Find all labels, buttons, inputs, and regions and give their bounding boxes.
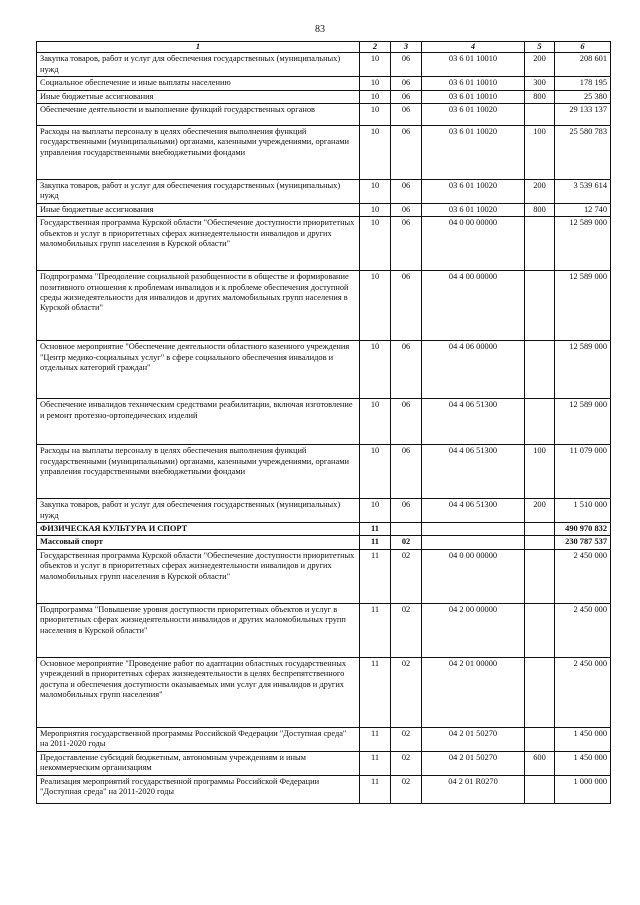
cell-section: 10 (360, 217, 391, 271)
table-body (37, 53, 611, 803)
cell-subsection: 06 (391, 104, 422, 126)
table-row (37, 90, 611, 103)
cell-section: 10 (360, 104, 391, 126)
cell-target-article: 04 2 01 50270 (422, 727, 525, 751)
cell-section: 10 (360, 203, 391, 216)
table-row (37, 445, 611, 499)
cell-expense-type: 200 (525, 180, 555, 204)
table-row (37, 217, 611, 271)
cell-name: Расходы на выплаты персоналу в целях обеспечения выполнения функций государственными (муниципальными) органами, казенными учреждениями, органами управления государственными внебюджетными фондами (37, 126, 360, 180)
table-row (37, 341, 611, 399)
cell-amount: 178 195 (555, 77, 611, 90)
cell-amount: 12 589 000 (555, 399, 611, 445)
cell-name: Обеспечение деятельности и выполнение функций государственных органов (37, 104, 360, 126)
cell-amount: 25 580 783 (555, 126, 611, 180)
cell-subsection: 02 (391, 775, 422, 803)
cell-expense-type: 100 (525, 445, 555, 499)
cell-subsection: 06 (391, 499, 422, 523)
cell-name: Подпрограмма "Повышение уровня доступности приоритетных объектов и услуг в приоритетных сферах жизнедеятельности инвалидов и других маломобильных групп населения в Курской области" (37, 603, 360, 657)
cell-subsection: 06 (391, 341, 422, 399)
cell-expense-type (525, 217, 555, 271)
cell-section: 11 (360, 727, 391, 751)
cell-target-article: 03 6 01 10020 (422, 126, 525, 180)
budget-table (36, 41, 611, 804)
cell-subsection: 02 (391, 657, 422, 727)
cell-name: Подпрограмма "Преодоление социальной разобщенности в обществе и формирование позитивного отношения к проблемам инвалидов и к проблеме обеспечения доступной среды жизнедеятельности для инвалидов и других маломобильных групп населения в Курской области" (37, 271, 360, 341)
table-row (37, 775, 611, 803)
cell-name: Предоставление субсидий бюджетным, автономным учреждениям и иным некоммерческим организациям (37, 751, 360, 775)
cell-section: 10 (360, 77, 391, 90)
cell-amount: 208 601 (555, 53, 611, 77)
cell-expense-type: 600 (525, 751, 555, 775)
cell-amount: 2 450 000 (555, 657, 611, 727)
cell-target-article: 04 2 01 R0270 (422, 775, 525, 803)
cell-target-article: 03 6 01 10010 (422, 53, 525, 77)
cell-expense-type (525, 775, 555, 803)
table-row (37, 53, 611, 77)
table-row (37, 126, 611, 180)
cell-expense-type (525, 523, 555, 536)
cell-expense-type (525, 536, 555, 549)
cell-section: 10 (360, 399, 391, 445)
cell-name: Закупка товаров, работ и услуг для обеспечения государственных (муниципальных) нужд (37, 180, 360, 204)
cell-name: Государственная программа Курской области "Обеспечение доступности приоритетных объектов и услуг в приоритетных сферах жизнедеятельности инвалидов и других маломобильных групп населения в Курской области" (37, 549, 360, 603)
cell-subsection: 06 (391, 77, 422, 90)
cell-amount: 1 510 000 (555, 499, 611, 523)
cell-section: 10 (360, 180, 391, 204)
cell-subsection: 06 (391, 203, 422, 216)
cell-target-article: 04 4 06 51300 (422, 499, 525, 523)
table-row (37, 104, 611, 126)
cell-expense-type: 200 (525, 499, 555, 523)
cell-target-article: 03 6 01 10020 (422, 104, 525, 126)
cell-expense-type (525, 603, 555, 657)
cell-section: 10 (360, 445, 391, 499)
column-header-subsection: 3 (391, 42, 422, 53)
cell-subsection: 06 (391, 271, 422, 341)
cell-name: Мероприятия государственной программы Российской Федерации "Доступная среда" на 2011-2020 годы (37, 727, 360, 751)
cell-subsection (391, 523, 422, 536)
cell-subsection: 06 (391, 399, 422, 445)
cell-section: 10 (360, 90, 391, 103)
cell-section: 11 (360, 523, 391, 536)
cell-amount: 12 589 000 (555, 217, 611, 271)
cell-amount: 25 380 (555, 90, 611, 103)
cell-expense-type: 300 (525, 77, 555, 90)
column-header-amount: 6 (555, 42, 611, 53)
cell-amount: 29 133 137 (555, 104, 611, 126)
cell-subsection: 06 (391, 180, 422, 204)
page-number: 83 (315, 24, 325, 35)
cell-subsection: 06 (391, 217, 422, 271)
table-row (37, 657, 611, 727)
cell-target-article: 04 2 00 00000 (422, 603, 525, 657)
cell-expense-type (525, 341, 555, 399)
cell-target-article: 03 6 01 10010 (422, 90, 525, 103)
cell-name: Расходы на выплаты персоналу в целях обеспечения выполнения функций государственными (муниципальными) органами, казенными учреждениями, органами управления государственными внебюджетными фондами (37, 445, 360, 499)
cell-expense-type: 100 (525, 126, 555, 180)
cell-section: 10 (360, 126, 391, 180)
cell-section: 11 (360, 775, 391, 803)
column-header-name: 1 (37, 42, 360, 53)
cell-subsection: 02 (391, 751, 422, 775)
cell-amount: 12 589 000 (555, 341, 611, 399)
cell-target-article: 03 6 01 10010 (422, 77, 525, 90)
header-row (37, 42, 611, 53)
cell-expense-type: 800 (525, 203, 555, 216)
cell-subsection: 06 (391, 90, 422, 103)
cell-expense-type: 800 (525, 90, 555, 103)
table-row (37, 536, 611, 549)
cell-section: 11 (360, 549, 391, 603)
cell-name: Государственная программа Курской области "Обеспечение доступности приоритетных объектов и услуг в приоритетных сферах жизнедеятельности инвалидов и других маломобильных групп населения в Курской области" (37, 217, 360, 271)
table-row (37, 523, 611, 536)
cell-amount: 230 787 537 (555, 536, 611, 549)
cell-target-article: 04 4 06 51300 (422, 399, 525, 445)
cell-target-article: 03 6 01 10020 (422, 180, 525, 204)
cell-section: 11 (360, 536, 391, 549)
cell-expense-type (525, 399, 555, 445)
cell-target-article: 04 0 00 00000 (422, 217, 525, 271)
cell-target-article (422, 523, 525, 536)
cell-section: 10 (360, 499, 391, 523)
table-row (37, 180, 611, 204)
cell-expense-type: 200 (525, 53, 555, 77)
table-row (37, 399, 611, 445)
cell-name: ФИЗИЧЕСКАЯ КУЛЬТУРА И СПОРТ (37, 523, 360, 536)
cell-expense-type (525, 271, 555, 341)
cell-section: 10 (360, 53, 391, 77)
cell-name: Иные бюджетные ассигнования (37, 90, 360, 103)
cell-target-article: 04 4 00 00000 (422, 271, 525, 341)
cell-name: Реализация мероприятий государственной программы Российской Федерации "Доступная среда" на 2011-2020 годы (37, 775, 360, 803)
cell-amount: 3 539 614 (555, 180, 611, 204)
cell-name: Основное мероприятие "Проведение работ по адаптации областных государственных учреждений в приоритетных сферах жизнедеятельности в целях беспрепятственного доступа и обеспечения доступности оказываемых ими услуг для инвалидов и других маломобильных групп населения" (37, 657, 360, 727)
cell-expense-type (525, 657, 555, 727)
cell-subsection: 02 (391, 727, 422, 751)
cell-amount: 2 450 000 (555, 603, 611, 657)
cell-section: 11 (360, 751, 391, 775)
table-row (37, 77, 611, 90)
cell-amount: 12 589 000 (555, 271, 611, 341)
cell-expense-type (525, 549, 555, 603)
cell-name: Закупка товаров, работ и услуг для обеспечения государственных (муниципальных) нужд (37, 53, 360, 77)
table-row (37, 271, 611, 341)
cell-amount: 1 450 000 (555, 751, 611, 775)
table-row (37, 751, 611, 775)
table-row (37, 499, 611, 523)
cell-target-article: 04 0 00 00000 (422, 549, 525, 603)
cell-subsection: 02 (391, 536, 422, 549)
table-row (37, 203, 611, 216)
cell-amount: 11 079 000 (555, 445, 611, 499)
table-row (37, 549, 611, 603)
cell-amount: 2 450 000 (555, 549, 611, 603)
cell-name: Социальное обеспечение и иные выплаты населению (37, 77, 360, 90)
table-row (37, 603, 611, 657)
cell-section: 11 (360, 657, 391, 727)
cell-target-article: 03 6 01 10020 (422, 203, 525, 216)
cell-name: Основное мероприятие "Обеспечение деятельности областного казенного учреждения "Центр медико-социальных услуг" в сфере социального обеспечения инвалидов и отдельных категорий граждан" (37, 341, 360, 399)
cell-subsection: 06 (391, 53, 422, 77)
cell-subsection: 06 (391, 126, 422, 180)
column-header-section: 2 (360, 42, 391, 53)
cell-expense-type (525, 727, 555, 751)
column-header-expense-type: 5 (525, 42, 555, 53)
cell-amount: 1 000 000 (555, 775, 611, 803)
cell-subsection: 06 (391, 445, 422, 499)
cell-name: Обеспечение инвалидов техническим средствами реабилитации, включая изготовление и ремонт протезно-ортопедических изделий (37, 399, 360, 445)
column-header-target-article: 4 (422, 42, 525, 53)
cell-amount: 12 740 (555, 203, 611, 216)
cell-subsection: 02 (391, 603, 422, 657)
cell-name: Массовый спорт (37, 536, 360, 549)
cell-target-article: 04 4 06 00000 (422, 341, 525, 399)
cell-name: Закупка товаров, работ и услуг для обеспечения государственных (муниципальных) нужд (37, 499, 360, 523)
cell-amount: 1 450 000 (555, 727, 611, 751)
cell-target-article: 04 2 01 50270 (422, 751, 525, 775)
cell-amount: 490 970 832 (555, 523, 611, 536)
cell-subsection: 02 (391, 549, 422, 603)
cell-target-article: 04 4 06 51300 (422, 445, 525, 499)
cell-section: 10 (360, 271, 391, 341)
cell-section: 11 (360, 603, 391, 657)
cell-target-article: 04 2 01 00000 (422, 657, 525, 727)
cell-target-article (422, 536, 525, 549)
cell-name: Иные бюджетные ассигнования (37, 203, 360, 216)
cell-expense-type (525, 104, 555, 126)
table-row (37, 727, 611, 751)
cell-section: 10 (360, 341, 391, 399)
